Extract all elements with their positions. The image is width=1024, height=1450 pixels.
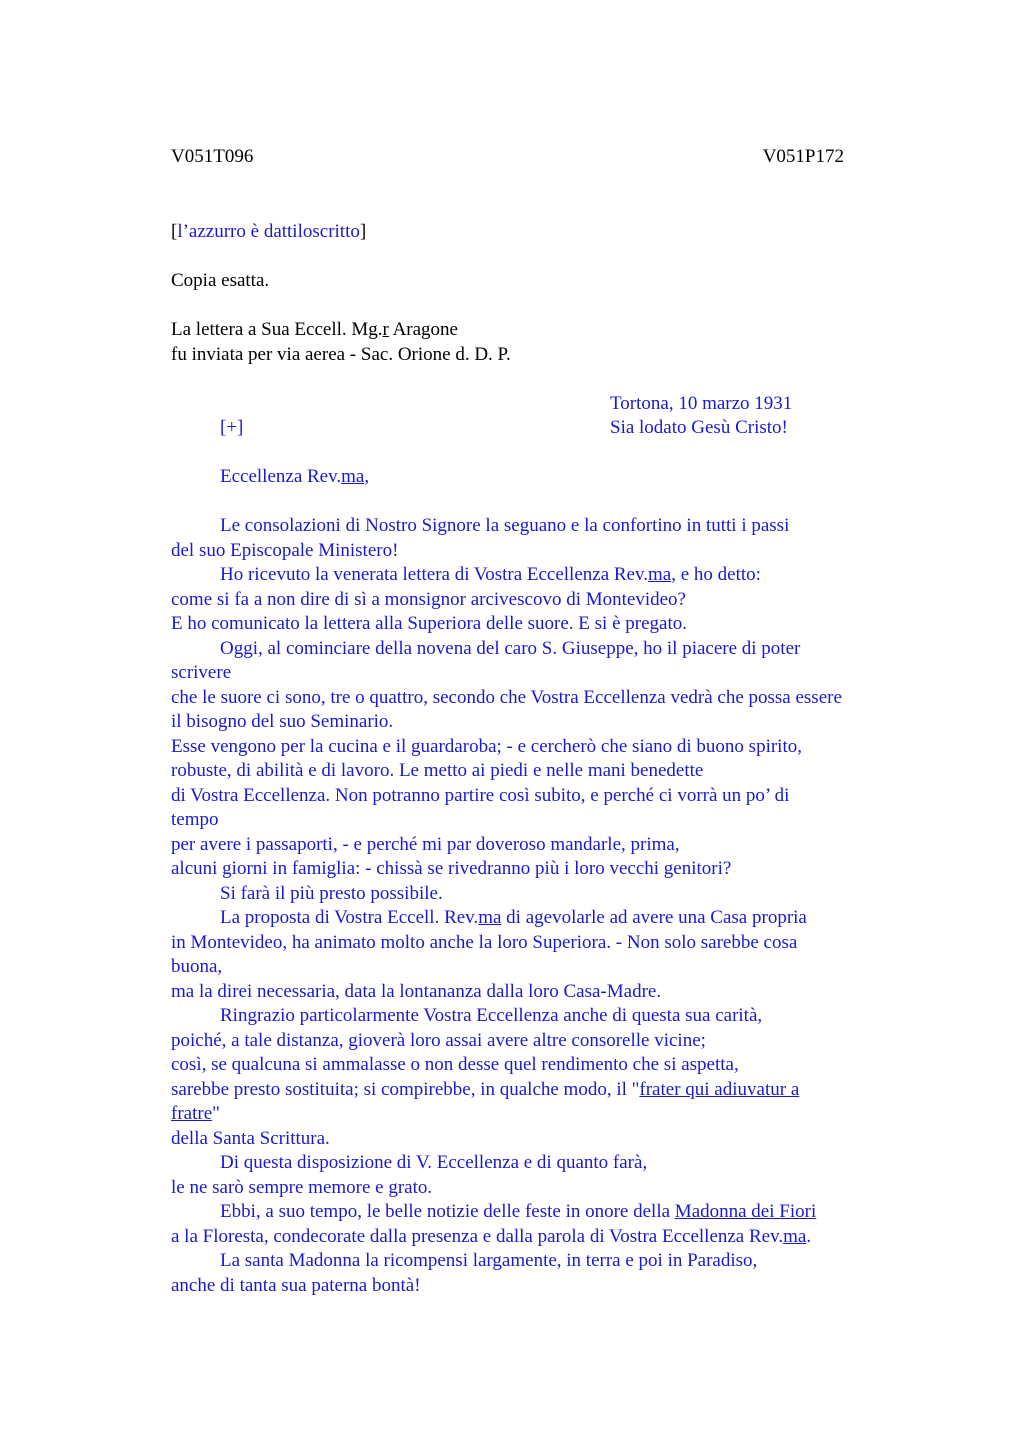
body-line: il bisogno del suo Seminario. [171,711,394,732]
body-line: per avere i passaporti, - e perché mi par doveroso mandarle, prima, [171,833,680,855]
body-line: che le suore ci sono, tre o quattro, secondo che Vostra Eccellenza vedrà che possa essere [171,686,842,708]
body-line: anche di tanta sua paterna bontà! [171,1274,421,1296]
body-line: robuste, di abilità e di lavoro. Le metto ai piedi e nelle mani benedette [171,760,704,781]
header-left-code: V051T096 [171,146,254,167]
body-line: scrivere [171,662,232,683]
body-line: La santa Madonna la ricompensi largamente, in terra e poi in Paradiso, [220,1250,758,1271]
body-line: E ho comunicato la lettera alla Superiora delle suore. E si è pregato. [171,613,687,634]
typing-note: [l’azzurro è dattiloscritto] [171,221,367,242]
dispatch-line-1: La lettera a Sua Eccell. Mg.r Aragone [171,319,458,340]
body-line: Ebbi, a suo tempo, le belle notizie delle feste in onore della Madonna dei Fiori [220,1201,817,1222]
greeting: Sia lodato Gesù Cristo! [610,417,788,438]
body-line: alcuni giorni in famiglia: - chissà se rivedranno più i loro vecchi genitori? [171,858,732,879]
body-line: Esse vengono per la cucina e il guardaroba; - e cercherò che siano di buono spirito, [171,735,802,757]
place-date-row [171,392,911,417]
cross-mark: [+] [220,417,244,438]
salutation: Eccellenza Rev.ma, [220,466,370,487]
document-page [171,145,911,1298]
header-right-code: V051P172 [762,146,844,167]
body-line: sarebbe presto sostituita; si compirebbe, in qualche modo, il "frater qui adiuvatur a [171,1078,800,1100]
typing-note-text: l’azzurro è dattiloscritto [177,221,360,242]
body-line: in Montevideo, ha animato molto anche la loro Superiora. - Non solo sarebbe cosa [171,931,798,953]
body-line: ma la direi necessaria, data la lontananza dalla loro Casa-Madre. [171,980,662,1002]
body-line: Ringrazio particolarmente Vostra Eccellenza anche di questa sua carità, [220,1005,763,1026]
body-line: della Santa Scrittura. [171,1127,330,1149]
body-line: così, se qualcuna si ammalasse o non desse quel rendimento che si aspetta, [171,1054,739,1075]
body-line: come si fa a non dire di sì a monsignor arcivescovo di Montevideo? [171,588,686,610]
body-line: a la Floresta, condecorate dalla presenza e dalla parola di Vostra Eccellenza Rev.ma. [171,1225,812,1247]
body-line: Oggi, al cominciare della novena del caro S. Giuseppe, ho il piacere di poter [220,637,801,659]
body-line: Di questa disposizione di V. Eccellenza e di quanto farà, [220,1152,648,1173]
body-line: Ho ricevuto la venerata lettera di Vostra Eccellenza Rev.ma, e ho detto: [220,564,761,585]
copy-note: Copia esatta. [171,270,270,291]
body-line: fratre" [171,1103,220,1124]
letter-body [171,514,911,1298]
body-line: buona, [171,956,223,977]
body-line: Le consolazioni di Nostro Signore la seguano e la confortino in tutti i passi [220,515,790,536]
dispatch-line-2: fu inviata per via aerea - Sac. Orione d. D. P. [171,343,511,365]
header-row [171,145,911,170]
place-date: Tortona, 10 marzo 1931 [610,392,793,414]
body-line: di Vostra Eccellenza. Non potranno partire così subito, e perché ci vorrà un po’ di [171,784,790,806]
body-line: poiché, a tale distanza, gioverà loro assai avere altre consorelle vicine; [171,1029,706,1051]
body-line: La proposta di Vostra Eccell. Rev.ma di agevolarle ad avere una Casa propria [220,907,807,928]
body-line: Si farà il più presto possibile. [220,882,443,904]
cross-greeting-row [171,416,911,441]
body-line: tempo [171,809,219,830]
body-line: del suo Episcopale Ministero! [171,539,399,561]
body-line: le ne sarò sempre memore e grato. [171,1176,433,1198]
